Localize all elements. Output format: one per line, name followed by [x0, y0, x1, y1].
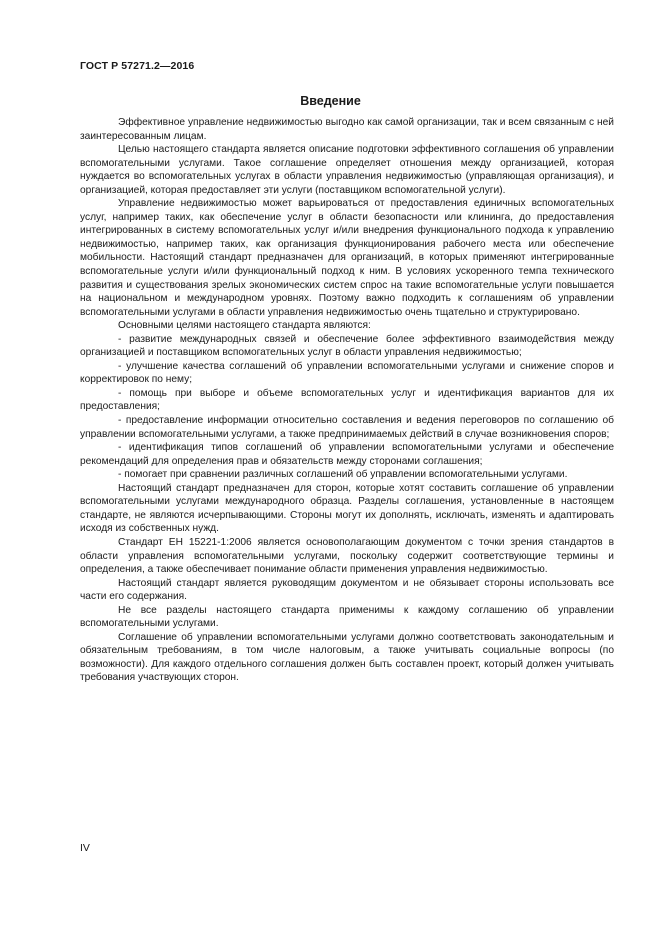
list-item: - предоставление информации относительно составления и ведения переговоров по соглашению об управлении вспомогательными услугами, а также предпринимаемых действий в случае возникновения споров; [80, 415, 614, 440]
paragraph: Основными целями настоящего стандарта являются: [118, 320, 371, 332]
page-number: IV [80, 842, 90, 854]
paragraph: Целью настоящего стандарта является описание подготовки эффективного соглашения об управлении вспомогательными услугами. Такое соглашение определяет отношения между организацией, которая нуждается во вспомогательных услугах в области управления недвижимостью (управляющая организация), и организацией, которая предоставляет эти услуги (поставщиком вспомогательной услуги). [80, 144, 614, 196]
list-item: - помогает при сравнении различных соглашений об управлении вспомогательными услугами. [118, 469, 568, 481]
paragraph: Не все разделы настоящего стандарта применимы к каждому соглашению об управлении вспомогательными услугами. [80, 604, 614, 630]
paragraph: Настоящий стандарт является руководящим документом и не обязывает стороны использовать все части его содержания. [80, 577, 614, 603]
list-item: - улучшение качества соглашений об управлении вспомогательными услугами и снижение споров и корректировок по нему; [80, 360, 614, 386]
list-item: - помощь при выборе и объеме вспомогательных услуг и идентификация вариантов для их предоставления; [80, 387, 614, 413]
paragraph: Эффективное управление недвижимостью выгодно как самой организации, так и всем связанным с ней заинтересованным лицам. [80, 117, 614, 142]
paragraph: Соглашение об управлении вспомогательными услугами должно соответствовать законодательным и обязательным требованиям, в том числе налоговым, а также учитывать социальные вопросы (по возможности). Для каждого отдельного соглашения должен быть составлен проект, который должен учитывать требования участвующих сторон. [80, 631, 614, 684]
list-item: - идентификация типов соглашений об управлении вспомогательными услугами и обеспечение рекомендаций для определения прав и обязательств между сторонами соглашения; [80, 442, 614, 467]
introduction-text [80, 116, 614, 685]
paragraph: Настоящий стандарт предназначен для сторон, которые хотят составить соглашение об управлении вспомогательными услугами международного образца. Разделы соглашения, установленные в настоящем стандарте, не являются исчерпывающими. Стороны могут их дополнять, исключать, изменять и адаптировать исходя из собственных нужд. [80, 482, 614, 535]
paragraph: Управление недвижимостью может варьироваться от предоставления единичных вспомогательных услуг, например таких, как обеспечение услуг в области безопасности или клининга, до предоставления интегрированных в систему вспомогательных услуг и/или внедрения функционального подхода к управлению недвижимостью, например таких, как организация функционирования рабочего места или обеспечение мобильности. Настоящий стандарт предназначен для организаций, в которых применяют интегрированные вспомогательные услуги и/или функциональный подход к ним. В условиях ускоренного темпа технического развития и существования зрелых экономических систем спрос на такие вспомогательные услуги повышается на национальном и международном уровнях. Поэтому важно подходить к соглашениям об управлении вспомогательными услугами в области управления недвижимостью очень тщательно и структурировано. [80, 198, 614, 318]
section-title: Введение [300, 94, 361, 108]
document-number: ГОСТ Р 57271.2—2016 [80, 60, 195, 72]
paragraph: Стандарт ЕН 15221-1:2006 является основополагающим документом с точки зрения стандартов в области управления вспомогательными услугами, поскольку содержит соответствующие термины и определения, а также обеспечивает понимание области применения управления недвижимостью. [80, 536, 614, 576]
list-item: - развитие международных связей и обеспечение более эффективного взаимодействия между организацией и поставщиком вспомогательных услуг в области управления недвижимостью; [80, 333, 614, 359]
